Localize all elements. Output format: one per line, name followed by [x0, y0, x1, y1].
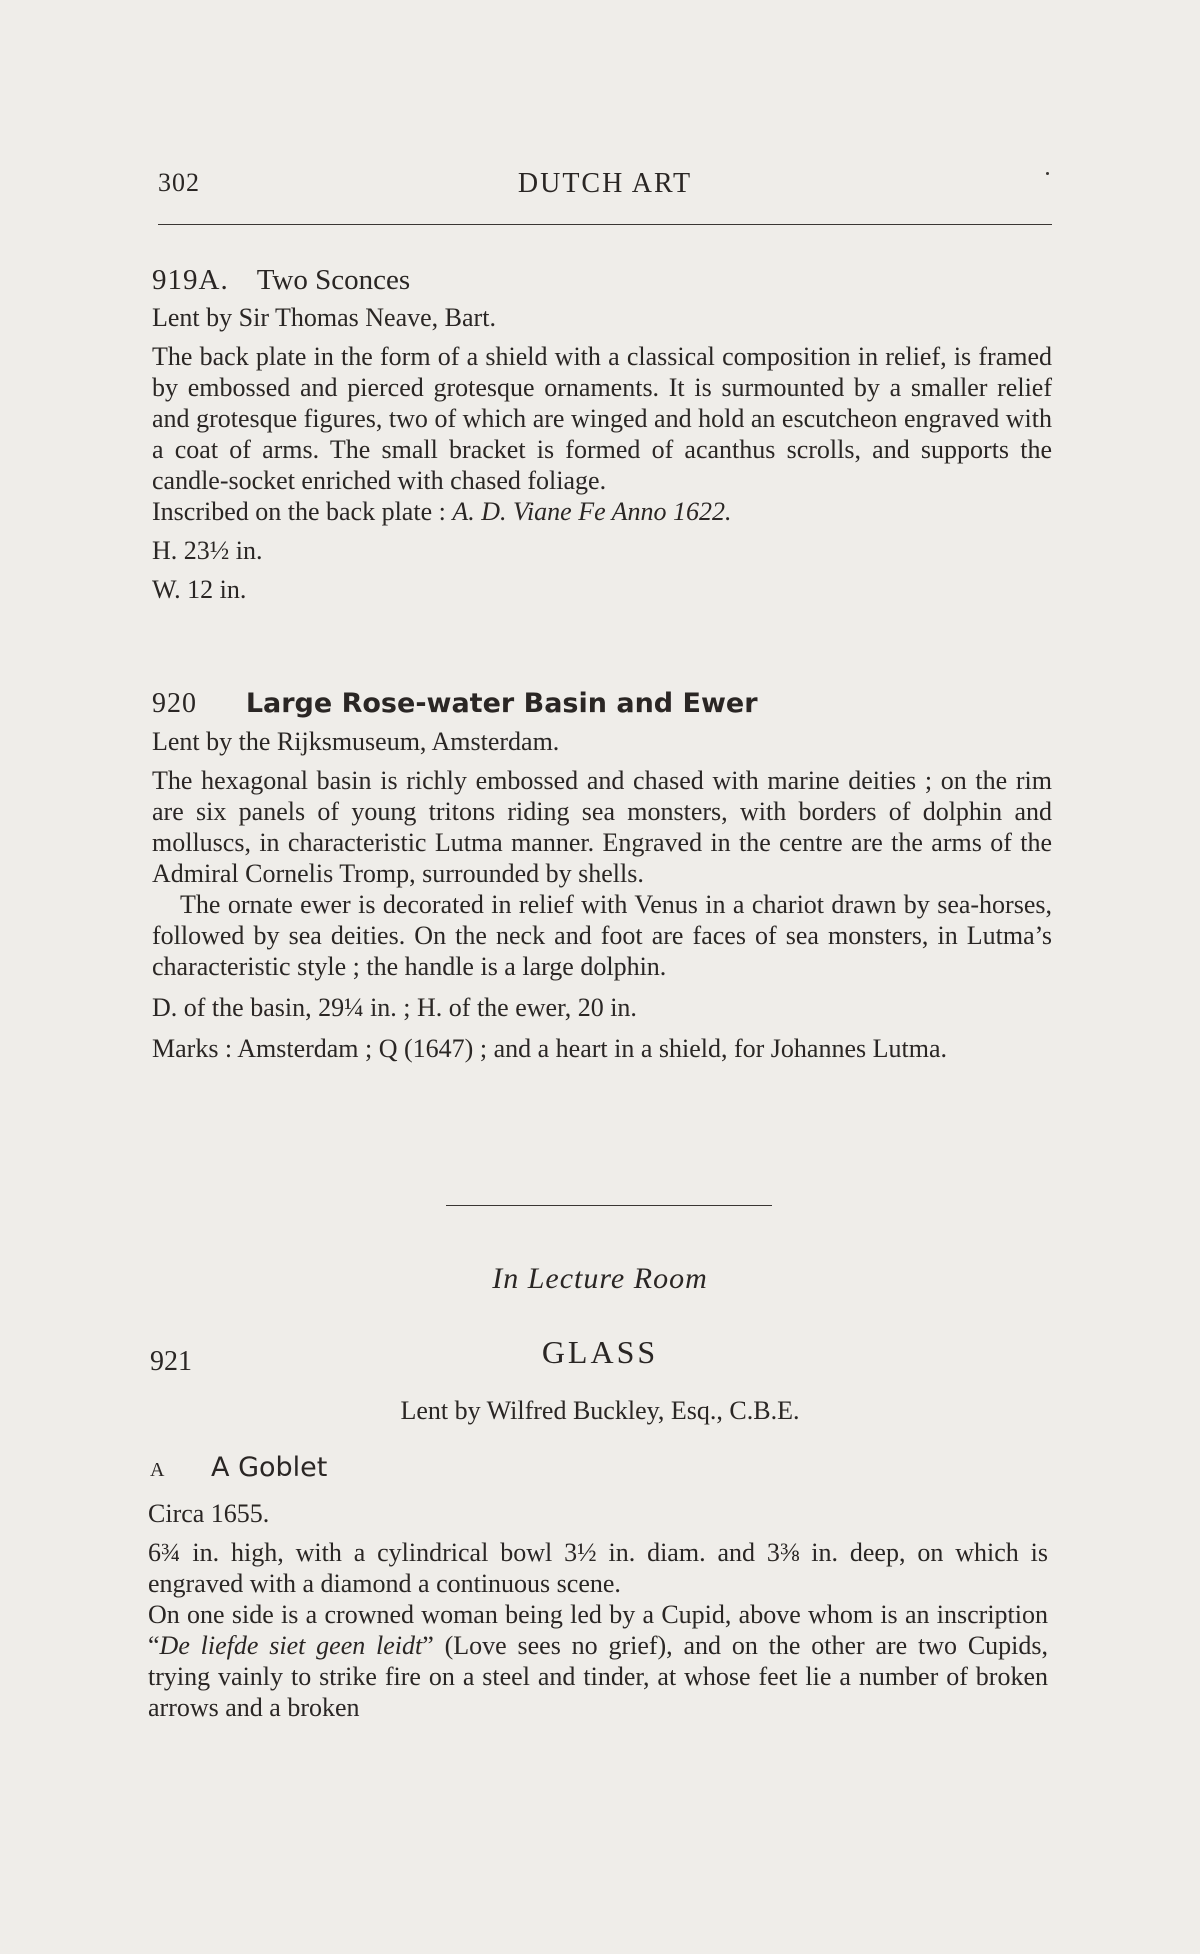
sub-entry-title: A Goblet — [211, 1452, 328, 1483]
entry-width: W. 12 in. — [152, 575, 247, 604]
entry-dimensions: 6¾ in. high, with a cylindrical bowl 3½ in. diam. and 3⅜ in. deep, on which is engraved with a diamond a continuous scene. — [148, 1538, 1048, 1598]
sub-entry-letter: A — [150, 1459, 165, 1481]
section-lender: Lent by Wilfred Buckley, Esq., C.B.E. — [400, 1396, 800, 1425]
entry-inscription — [152, 496, 1052, 527]
description-part: On one side is a crowned woman being led by a Cupid, above whom is an inscription “ — [148, 1600, 1048, 1660]
section-title: GLASS — [541, 1334, 659, 1370]
entry-number: 920 — [152, 688, 197, 719]
entry-lender: Lent by the Rijksmuseum, Amsterdam. — [152, 727, 560, 756]
entry-921a — [148, 1498, 1048, 1723]
entry-marks: Marks : Amsterdam ; Q (1647) ; and a heart in a shield, for Johannes Lutma. — [152, 1034, 947, 1063]
running-title: DUTCH ART — [517, 168, 693, 199]
entry-description-ewer: The ornate ewer is decorated in relief with Venus in a chariot drawn by sea-horses, followed by sea deities. On the neck and foot are faces of sea monsters, in Lutma’s characteristic style ; the handle is a large dolphin. — [152, 890, 1052, 981]
entry-heading — [152, 262, 1052, 298]
entry-919a — [152, 262, 1052, 605]
entry-920 — [152, 686, 1052, 1064]
entry-description-basin: The hexagonal basin is richly embossed and chased with marine deities ; on the rim are six panels of young tritons riding sea monsters, with borders of dolphin and molluscs, in characteristic Lutma manner. Engraved in the centre are the arms of the Admiral Cornelis Tromp, surrounded by shells. — [152, 766, 1052, 888]
section-divider — [446, 1205, 772, 1206]
description-part: ” (Love sees no grief), and on the other are two Cupids, trying vainly to strike fire on a steel and tinder, at whose feet lie a number of broken arrows and a broken — [148, 1631, 1049, 1722]
ink-speck — [1046, 172, 1049, 175]
header-rule — [158, 224, 1052, 225]
page-number: 302 — [158, 168, 200, 197]
entry-number: 919A. — [152, 264, 229, 296]
entry-lender: Lent by Sir Thomas Neave, Bart. — [152, 303, 496, 332]
section-number: 921 — [150, 1346, 192, 1377]
entry-title: Large Rose-water Basin and Ewer — [245, 688, 758, 719]
entry-title: Two Sconces — [256, 264, 411, 296]
room-heading: In Lecture Room — [492, 1262, 708, 1295]
sub-entry-heading — [150, 1452, 327, 1483]
entry-description: The back plate in the form of a shield with a classical composition in relief, is framed by embossed and pierced grotesque ornaments. It is surmounted by a smaller relief and grotesque figures, two of which are winged and hold an escutcheon engraved with a coat of arms. The small bracket is formed of acanthus scrolls, and supports the candle-socket enriched with chased foliage. — [152, 342, 1052, 495]
goblet-inscription: De liefde siet geen leidt — [159, 1631, 423, 1660]
inscription-text: A. D. Viane Fe Anno 1622. — [452, 497, 732, 526]
entry-dimensions: D. of the basin, 29¼ in. ; H. of the ewer, 20 in. — [152, 993, 637, 1022]
entry-height: H. 23½ in. — [152, 536, 263, 565]
page-header — [158, 168, 1052, 208]
inscription-label: Inscribed on the back plate : — [152, 497, 446, 526]
entry-heading — [152, 686, 1052, 722]
entry-description — [148, 1599, 1048, 1723]
entry-date: Circa 1655. — [148, 1499, 270, 1528]
